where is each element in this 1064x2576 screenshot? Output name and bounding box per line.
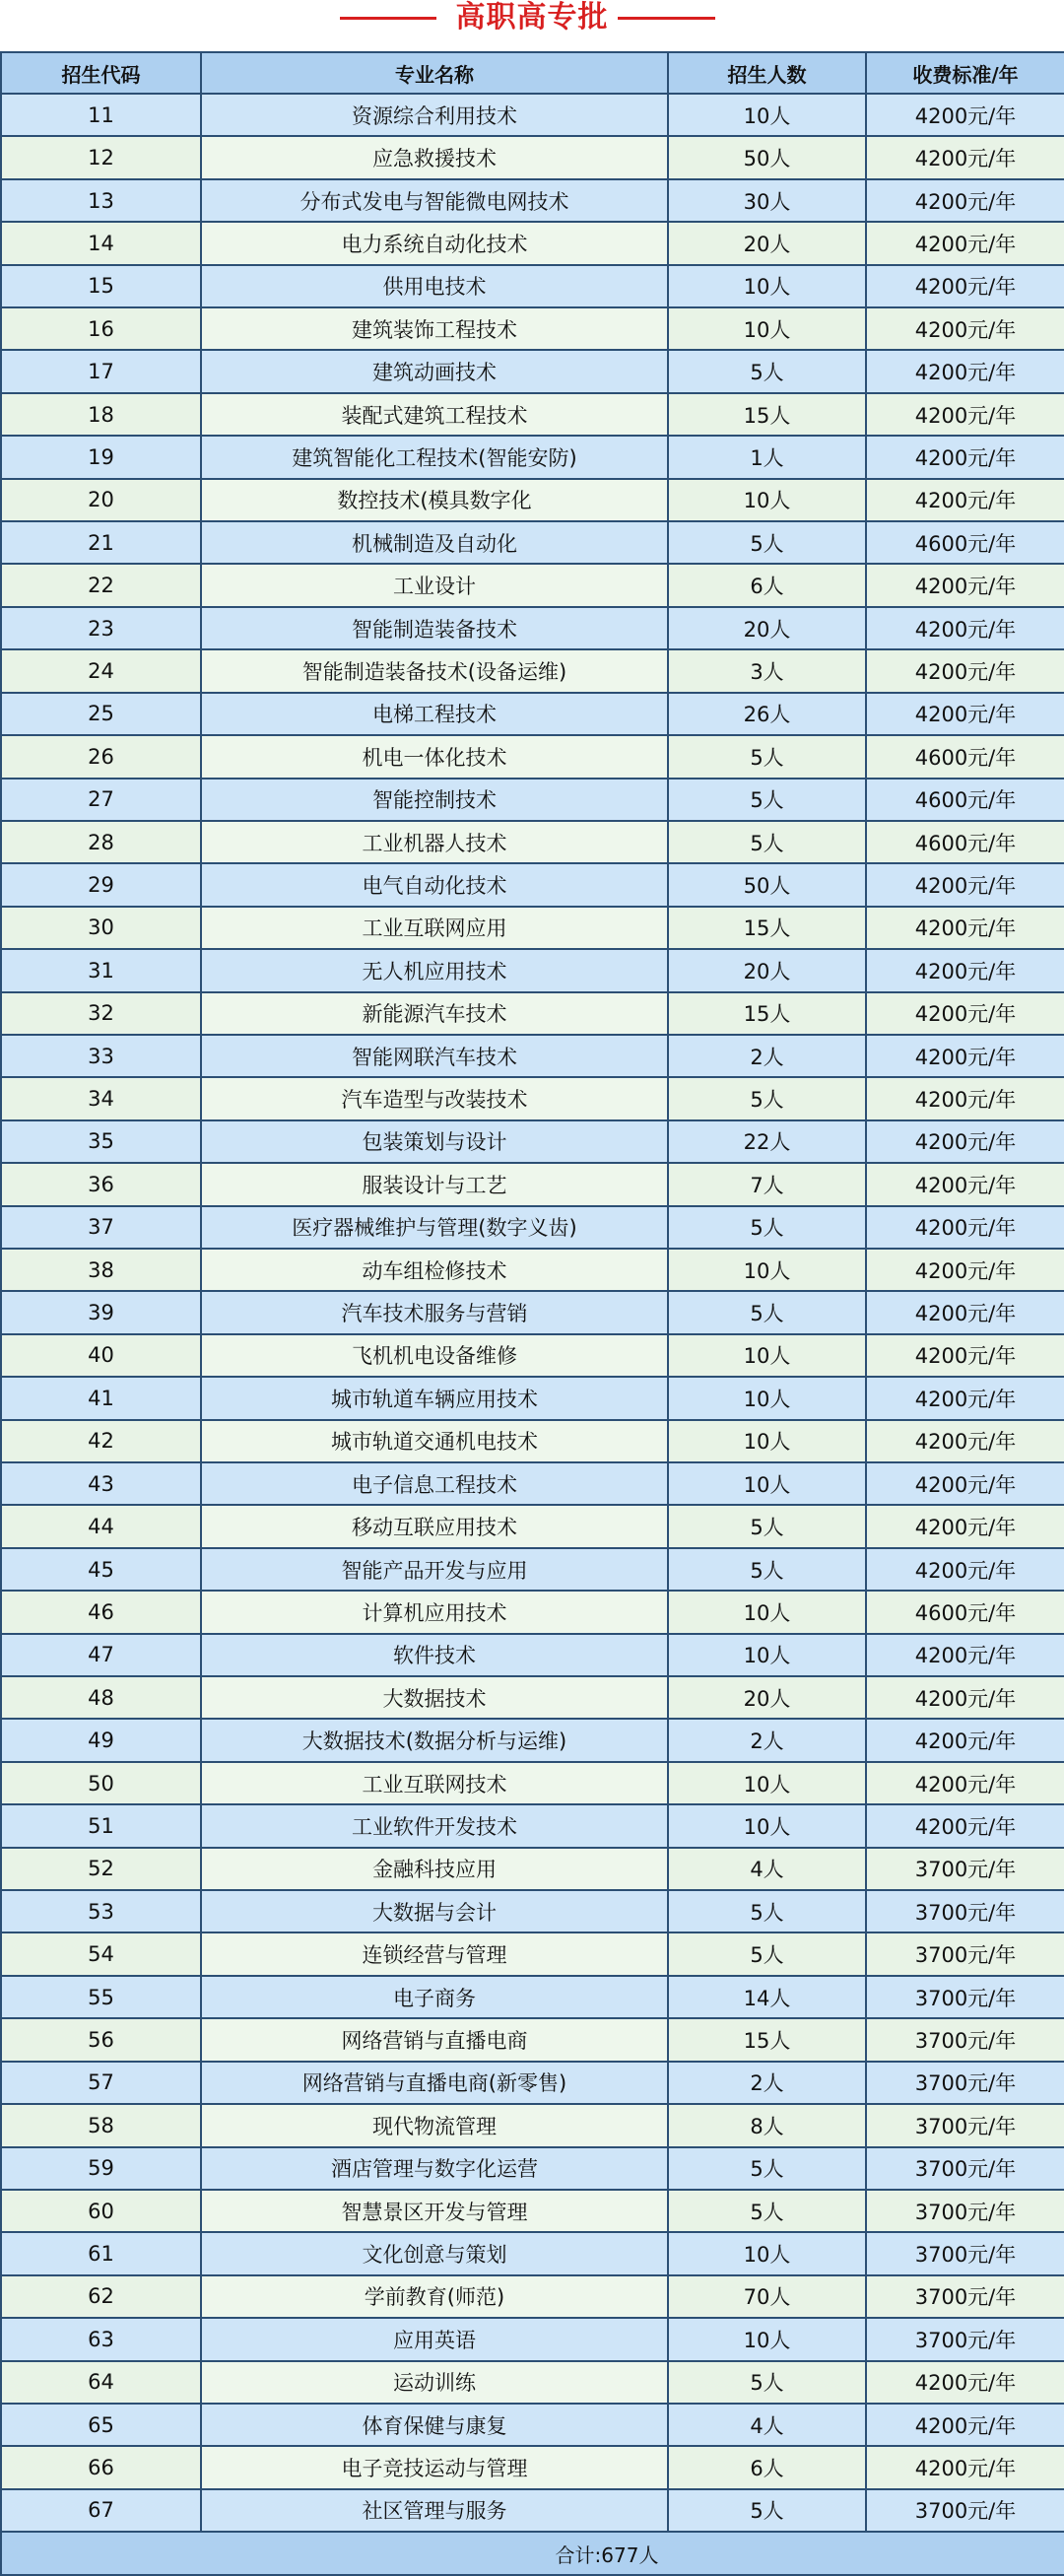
row-major: 资源综合利用技术	[201, 94, 668, 136]
row-quota: 7人	[668, 1163, 866, 1205]
table-row	[1, 1548, 1064, 1591]
row-major: 无人机应用技术	[201, 949, 668, 991]
row-quota: 10人	[668, 1762, 866, 1804]
row-quota: 10人	[668, 1334, 866, 1377]
row-code: 24	[1, 649, 201, 692]
row-major: 包装策划与设计	[201, 1120, 668, 1163]
row-major: 现代物流管理	[201, 2104, 668, 2146]
table-row	[1, 1848, 1064, 1890]
table-row	[1, 821, 1064, 863]
row-fee: 4200元/年	[866, 393, 1064, 436]
row-fee: 3700元/年	[866, 2232, 1064, 2274]
row-code: 59	[1, 2147, 201, 2190]
header-quota: 招生人数	[668, 52, 866, 94]
row-quota: 5人	[668, 1548, 866, 1591]
row-code: 52	[1, 1848, 201, 1890]
row-quota: 10人	[668, 1420, 866, 1462]
row-code: 14	[1, 222, 201, 264]
row-code: 42	[1, 1420, 201, 1462]
row-major: 城市轨道交通机电技术	[201, 1420, 668, 1462]
row-major: 网络营销与直播电商(新零售)	[201, 2062, 668, 2104]
row-quota: 10人	[668, 265, 866, 307]
row-code: 49	[1, 1719, 201, 1761]
row-fee: 4200元/年	[866, 222, 1064, 264]
row-major: 电子竞技运动与管理	[201, 2446, 668, 2488]
row-fee: 4200元/年	[866, 307, 1064, 350]
row-fee: 4200元/年	[866, 649, 1064, 692]
row-code: 18	[1, 393, 201, 436]
table-row	[1, 1077, 1064, 1119]
row-major: 大数据技术	[201, 1676, 668, 1719]
row-code: 62	[1, 2275, 201, 2318]
row-fee: 4200元/年	[866, 1505, 1064, 1547]
row-major: 工业机器人技术	[201, 821, 668, 863]
row-fee: 3700元/年	[866, 2062, 1064, 2104]
row-major: 城市轨道车辆应用技术	[201, 1377, 668, 1419]
table-row	[1, 1591, 1064, 1633]
table-row	[1, 2018, 1064, 2061]
row-quota: 5人	[668, 821, 866, 863]
row-quota: 5人	[668, 521, 866, 564]
table-row	[1, 1804, 1064, 1847]
row-fee: 4200元/年	[866, 1634, 1064, 1676]
row-code: 27	[1, 779, 201, 821]
table-row	[1, 1890, 1064, 1932]
row-major: 智能制造装备技术(设备运维)	[201, 649, 668, 692]
row-code: 45	[1, 1548, 201, 1591]
row-fee: 3700元/年	[866, 1976, 1064, 2018]
row-major: 大数据技术(数据分析与运维)	[201, 1719, 668, 1761]
row-fee: 4200元/年	[866, 2404, 1064, 2446]
row-fee: 4200元/年	[866, 907, 1064, 949]
row-fee: 3700元/年	[866, 1890, 1064, 1932]
row-code: 39	[1, 1291, 201, 1333]
row-major: 电子商务	[201, 1976, 668, 2018]
row-fee: 4200元/年	[866, 949, 1064, 991]
row-quota: 10人	[668, 1804, 866, 1847]
row-code: 43	[1, 1462, 201, 1505]
row-code: 36	[1, 1163, 201, 1205]
row-quota: 15人	[668, 2018, 866, 2061]
row-fee: 4200元/年	[866, 436, 1064, 478]
table-row	[1, 863, 1064, 906]
row-quota: 15人	[668, 393, 866, 436]
row-major: 工业设计	[201, 564, 668, 606]
row-major: 电力系统自动化技术	[201, 222, 668, 264]
row-major: 网络营销与直播电商	[201, 2018, 668, 2061]
table-row	[1, 779, 1064, 821]
row-fee: 4200元/年	[866, 1420, 1064, 1462]
row-code: 46	[1, 1591, 201, 1633]
row-code: 35	[1, 1120, 201, 1163]
table-row	[1, 479, 1064, 521]
row-fee: 3700元/年	[866, 2190, 1064, 2232]
row-major: 电子信息工程技术	[201, 1462, 668, 1505]
row-major: 建筑动画技术	[201, 350, 668, 392]
row-fee: 4200元/年	[866, 265, 1064, 307]
row-fee: 4200元/年	[866, 992, 1064, 1035]
row-code: 47	[1, 1634, 201, 1676]
row-major: 数控技术(模具数字化	[201, 479, 668, 521]
row-code: 31	[1, 949, 201, 991]
table-row	[1, 1120, 1064, 1163]
table-row	[1, 94, 1064, 136]
row-major: 供用电技术	[201, 265, 668, 307]
row-major: 社区管理与服务	[201, 2489, 668, 2532]
table-row	[1, 992, 1064, 1035]
table-row	[1, 1762, 1064, 1804]
row-code: 57	[1, 2062, 201, 2104]
row-quota: 10人	[668, 2318, 866, 2360]
row-quota: 6人	[668, 564, 866, 606]
row-quota: 10人	[668, 1634, 866, 1676]
row-fee: 4200元/年	[866, 1163, 1064, 1205]
table-body	[1, 94, 1064, 2532]
row-major: 工业互联网应用	[201, 907, 668, 949]
table-row	[1, 735, 1064, 778]
table-row	[1, 1249, 1064, 1291]
row-code: 34	[1, 1077, 201, 1119]
total-cell	[1, 2532, 1064, 2575]
table-row	[1, 1334, 1064, 1377]
row-major: 连锁经营与管理	[201, 1932, 668, 1975]
row-code: 38	[1, 1249, 201, 1291]
row-quota: 20人	[668, 607, 866, 649]
row-code: 16	[1, 307, 201, 350]
row-fee: 4200元/年	[866, 1035, 1064, 1077]
row-fee: 4200元/年	[866, 1377, 1064, 1419]
row-major: 计算机应用技术	[201, 1591, 668, 1633]
row-quota: 8人	[668, 2104, 866, 2146]
row-code: 50	[1, 1762, 201, 1804]
row-quota: 3人	[668, 649, 866, 692]
row-code: 67	[1, 2489, 201, 2532]
table-row	[1, 1634, 1064, 1676]
row-quota: 1人	[668, 436, 866, 478]
table-row	[1, 2232, 1064, 2274]
row-major: 软件技术	[201, 1634, 668, 1676]
row-major: 分布式发电与智能微电网技术	[201, 179, 668, 222]
table-row	[1, 436, 1064, 478]
row-major: 汽车技术服务与营销	[201, 1291, 668, 1333]
row-quota: 26人	[668, 693, 866, 735]
row-quota: 15人	[668, 992, 866, 1035]
row-quota: 10人	[668, 479, 866, 521]
row-quota: 10人	[668, 1462, 866, 1505]
row-fee: 3700元/年	[866, 2104, 1064, 2146]
table-row	[1, 1035, 1064, 1077]
row-quota: 22人	[668, 1120, 866, 1163]
row-quota: 10人	[668, 307, 866, 350]
row-code: 55	[1, 1976, 201, 2018]
page-title: 高职高专批	[455, 0, 609, 34]
row-quota: 5人	[668, 1932, 866, 1975]
table-row	[1, 521, 1064, 564]
row-quota: 5人	[668, 2489, 866, 2532]
row-quota: 5人	[668, 1291, 866, 1333]
row-quota: 4人	[668, 1848, 866, 1890]
row-code: 15	[1, 265, 201, 307]
row-quota: 10人	[668, 94, 866, 136]
row-code: 25	[1, 693, 201, 735]
row-fee: 4200元/年	[866, 863, 1064, 906]
row-fee: 4200元/年	[866, 136, 1064, 178]
table-row	[1, 1206, 1064, 1249]
row-major: 智能网联汽车技术	[201, 1035, 668, 1077]
row-quota: 14人	[668, 1976, 866, 2018]
row-fee: 4200元/年	[866, 607, 1064, 649]
row-fee: 4200元/年	[866, 1804, 1064, 1847]
row-quota: 10人	[668, 1377, 866, 1419]
table-row	[1, 1163, 1064, 1205]
row-major: 新能源汽车技术	[201, 992, 668, 1035]
row-quota: 10人	[668, 1249, 866, 1291]
row-code: 33	[1, 1035, 201, 1077]
row-fee: 4200元/年	[866, 1077, 1064, 1119]
row-fee: 3700元/年	[866, 2275, 1064, 2318]
row-code: 66	[1, 2446, 201, 2488]
table-row	[1, 307, 1064, 350]
table-row	[1, 2147, 1064, 2190]
row-quota: 5人	[668, 2147, 866, 2190]
row-fee: 4600元/年	[866, 521, 1064, 564]
row-code: 51	[1, 1804, 201, 1847]
row-code: 37	[1, 1206, 201, 1249]
table-row	[1, 607, 1064, 649]
row-major: 电气自动化技术	[201, 863, 668, 906]
row-major: 酒店管理与数字化运营	[201, 2147, 668, 2190]
table-row	[1, 350, 1064, 392]
row-fee: 4200元/年	[866, 350, 1064, 392]
row-fee: 4200元/年	[866, 1719, 1064, 1761]
row-major: 智慧景区开发与管理	[201, 2190, 668, 2232]
row-code: 40	[1, 1334, 201, 1377]
row-fee: 4200元/年	[866, 1206, 1064, 1249]
row-quota: 5人	[668, 2190, 866, 2232]
table-row	[1, 2062, 1064, 2104]
row-fee: 3700元/年	[866, 1848, 1064, 1890]
row-major: 汽车造型与改装技术	[201, 1077, 668, 1119]
table-row	[1, 1377, 1064, 1419]
row-quota: 5人	[668, 1890, 866, 1932]
row-code: 32	[1, 992, 201, 1035]
row-major: 工业软件开发技术	[201, 1804, 668, 1847]
row-fee: 3700元/年	[866, 2318, 1064, 2360]
row-major: 体育保健与康复	[201, 2404, 668, 2446]
table-row	[1, 2361, 1064, 2404]
row-quota: 70人	[668, 2275, 866, 2318]
row-code: 44	[1, 1505, 201, 1547]
row-fee: 3700元/年	[866, 1932, 1064, 1975]
row-quota: 20人	[668, 1676, 866, 1719]
row-major: 智能控制技术	[201, 779, 668, 821]
table-row	[1, 2275, 1064, 2318]
row-fee: 4200元/年	[866, 2361, 1064, 2404]
total-row	[1, 2532, 1064, 2575]
row-code: 13	[1, 179, 201, 222]
row-fee: 4200元/年	[866, 693, 1064, 735]
row-quota: 5人	[668, 2361, 866, 2404]
row-quota: 6人	[668, 2446, 866, 2488]
row-quota: 5人	[668, 1206, 866, 1249]
row-code: 30	[1, 907, 201, 949]
row-code: 26	[1, 735, 201, 778]
table-row	[1, 2489, 1064, 2532]
row-fee: 3700元/年	[866, 2147, 1064, 2190]
row-quota: 30人	[668, 179, 866, 222]
table-row	[1, 265, 1064, 307]
row-fee: 4200元/年	[866, 564, 1064, 606]
row-code: 64	[1, 2361, 201, 2404]
row-code: 53	[1, 1890, 201, 1932]
table-row	[1, 1291, 1064, 1333]
row-major: 装配式建筑工程技术	[201, 393, 668, 436]
title-bar	[0, 0, 1064, 51]
row-code: 11	[1, 94, 201, 136]
row-quota: 15人	[668, 907, 866, 949]
row-code: 58	[1, 2104, 201, 2146]
table-row	[1, 1462, 1064, 1505]
table-row	[1, 693, 1064, 735]
row-quota: 5人	[668, 1077, 866, 1119]
row-fee: 4200元/年	[866, 1762, 1064, 1804]
row-major: 建筑智能化工程技术(智能安防)	[201, 436, 668, 478]
table-row	[1, 393, 1064, 436]
row-fee: 4200元/年	[866, 94, 1064, 136]
row-quota: 20人	[668, 949, 866, 991]
row-code: 61	[1, 2232, 201, 2274]
row-fee: 4600元/年	[866, 735, 1064, 778]
table-row	[1, 1676, 1064, 1719]
row-major: 建筑装饰工程技术	[201, 307, 668, 350]
row-code: 22	[1, 564, 201, 606]
row-quota: 5人	[668, 735, 866, 778]
table-header-row	[1, 52, 1064, 94]
row-code: 60	[1, 2190, 201, 2232]
row-code: 41	[1, 1377, 201, 1419]
row-fee: 3700元/年	[866, 2489, 1064, 2532]
row-major: 运动训练	[201, 2361, 668, 2404]
enrollment-table	[0, 51, 1064, 2576]
row-major: 金融科技应用	[201, 1848, 668, 1890]
row-major: 应用英语	[201, 2318, 668, 2360]
table-row	[1, 1932, 1064, 1975]
row-code: 54	[1, 1932, 201, 1975]
row-major: 应急救援技术	[201, 136, 668, 178]
total-label: 合计:677人	[555, 2542, 659, 2567]
row-code: 48	[1, 1676, 201, 1719]
row-quota: 10人	[668, 2232, 866, 2274]
table-row	[1, 2104, 1064, 2146]
row-major: 文化创意与策划	[201, 2232, 668, 2274]
table-row	[1, 2318, 1064, 2360]
row-quota: 2人	[668, 1035, 866, 1077]
table-row	[1, 1719, 1064, 1761]
row-major: 机械制造及自动化	[201, 521, 668, 564]
row-code: 29	[1, 863, 201, 906]
row-quota: 50人	[668, 863, 866, 906]
row-major: 大数据与会计	[201, 1890, 668, 1932]
row-quota: 2人	[668, 1719, 866, 1761]
table-row	[1, 564, 1064, 606]
row-major: 医疗器械维护与管理(数字义齿)	[201, 1206, 668, 1249]
table-row	[1, 949, 1064, 991]
row-code: 65	[1, 2404, 201, 2446]
row-fee: 4200元/年	[866, 2446, 1064, 2488]
row-fee: 4200元/年	[866, 1676, 1064, 1719]
table-row	[1, 1505, 1064, 1547]
row-fee: 4600元/年	[866, 821, 1064, 863]
row-quota: 50人	[668, 136, 866, 178]
row-fee: 4200元/年	[866, 1462, 1064, 1505]
row-quota: 5人	[668, 779, 866, 821]
row-fee: 4200元/年	[866, 179, 1064, 222]
row-fee: 4600元/年	[866, 1591, 1064, 1633]
row-fee: 4200元/年	[866, 1120, 1064, 1163]
row-quota: 2人	[668, 2062, 866, 2104]
header-code: 招生代码	[1, 52, 201, 94]
table-row	[1, 907, 1064, 949]
row-major: 学前教育(师范)	[201, 2275, 668, 2318]
row-fee: 4200元/年	[866, 1291, 1064, 1333]
row-fee: 4200元/年	[866, 479, 1064, 521]
row-fee: 3700元/年	[866, 2018, 1064, 2061]
row-major: 服装设计与工艺	[201, 1163, 668, 1205]
row-quota: 4人	[668, 2404, 866, 2446]
table-row	[1, 1420, 1064, 1462]
table-row	[1, 2446, 1064, 2488]
row-code: 21	[1, 521, 201, 564]
table-row	[1, 136, 1064, 178]
row-code: 23	[1, 607, 201, 649]
row-code: 20	[1, 479, 201, 521]
header-major: 专业名称	[201, 52, 668, 94]
row-major: 飞机机电设备维修	[201, 1334, 668, 1377]
table-row	[1, 649, 1064, 692]
title-right-rule	[618, 17, 715, 20]
row-fee: 4200元/年	[866, 1334, 1064, 1377]
row-major: 动车组检修技术	[201, 1249, 668, 1291]
row-major: 移动互联应用技术	[201, 1505, 668, 1547]
table-row	[1, 222, 1064, 264]
row-major: 智能产品开发与应用	[201, 1548, 668, 1591]
table-row	[1, 2404, 1064, 2446]
table-row	[1, 2190, 1064, 2232]
table-row	[1, 179, 1064, 222]
row-quota: 5人	[668, 350, 866, 392]
row-major: 工业互联网技术	[201, 1762, 668, 1804]
row-quota: 5人	[668, 1505, 866, 1547]
row-quota: 20人	[668, 222, 866, 264]
row-fee: 4200元/年	[866, 1548, 1064, 1591]
row-major: 智能制造装备技术	[201, 607, 668, 649]
row-fee: 4600元/年	[866, 779, 1064, 821]
row-major: 机电一体化技术	[201, 735, 668, 778]
row-code: 19	[1, 436, 201, 478]
row-fee: 4200元/年	[866, 1249, 1064, 1291]
row-code: 17	[1, 350, 201, 392]
header-fee: 收费标准/年	[866, 52, 1064, 94]
row-code: 12	[1, 136, 201, 178]
row-code: 63	[1, 2318, 201, 2360]
row-code: 28	[1, 821, 201, 863]
row-major: 电梯工程技术	[201, 693, 668, 735]
row-quota: 10人	[668, 1591, 866, 1633]
table-row	[1, 1976, 1064, 2018]
row-code: 56	[1, 2018, 201, 2061]
